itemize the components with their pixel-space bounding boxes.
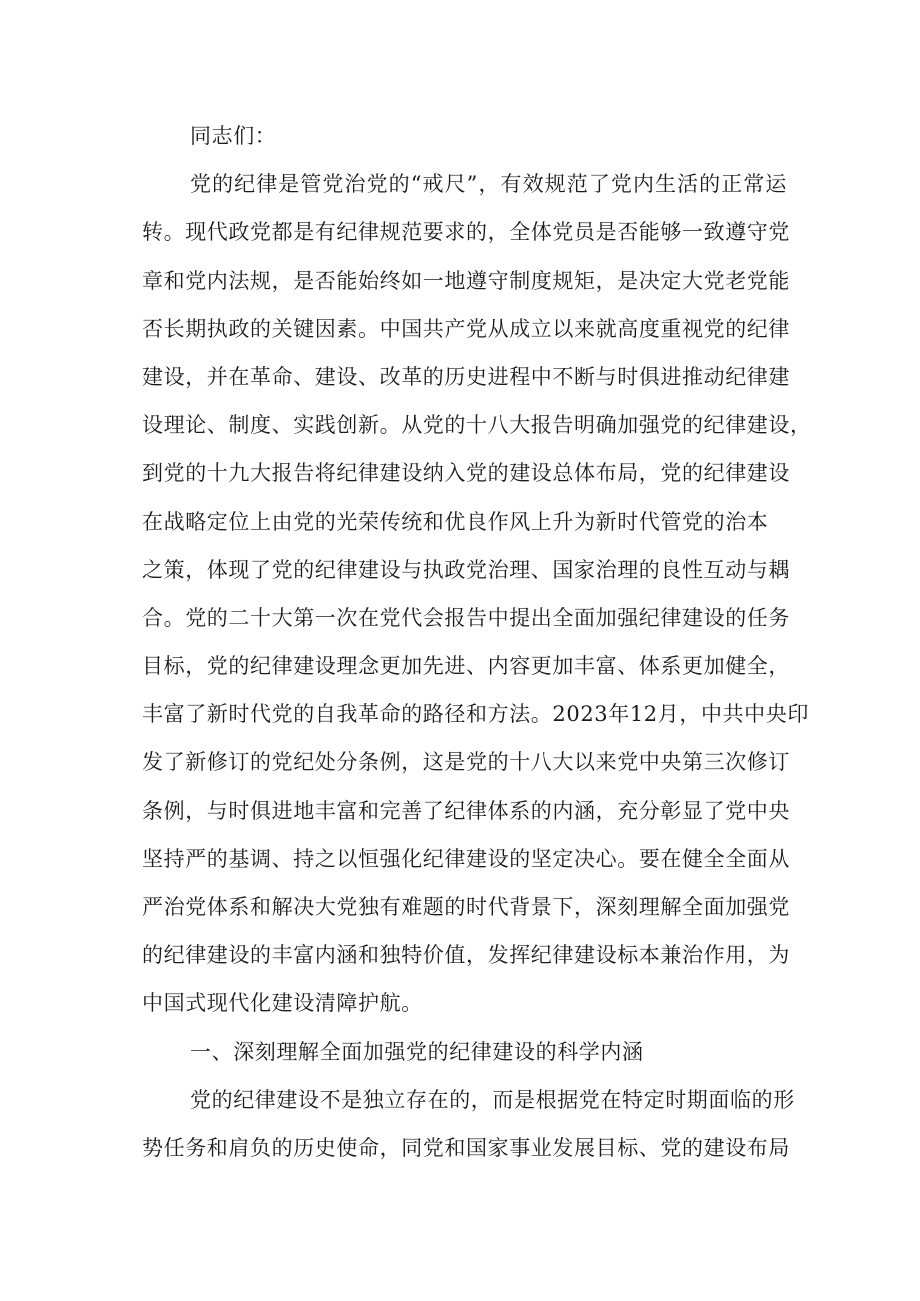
document-body <box>142 112 812 1172</box>
paragraph-line: 党的纪律是管党治党的“戒尺”，有效规范了党内生活的正常运 <box>190 172 787 197</box>
paragraph-line: 严治党体系和解决大党独有难题的时代背景下，深刻理解全面加强党 <box>142 895 790 919</box>
paragraph-line: 之策，体现了党的纪律建设与执政党治理、国家治理的良性互动与耦 <box>142 557 790 582</box>
paragraph-line: 发了新修订的党纪处分条例，这是党的十八大以来党中央第三次修订 <box>142 750 790 775</box>
paragraph-line: 坚持严的基调、持之以恒强化纪律建设的坚定决心。要在健全全面从 <box>142 846 790 871</box>
paragraph-line: 否长期执政的关键因素。中国共产党从成立以来就高度重视党的纪律 <box>142 316 790 341</box>
paragraph-line: 中国式现代化建设清障护航。 <box>142 991 423 1016</box>
paragraph-line: 的纪律建设的丰富内涵和独特价值，发挥纪律建设标本兼治作用，为 <box>142 943 790 968</box>
paragraph-line: 党的纪律建设不是独立存在的，而是根据党在特定时期面临的形 <box>190 1087 795 1112</box>
paragraph-line: 建设，并在革命、建设、改革的历史进程中不断与时俱进推动纪律建 <box>142 364 790 389</box>
paragraph-line: 转。现代政党都是有纪律规范要求的，全体党员是否能够一致遵守党 <box>142 220 790 245</box>
paragraph-section-1 <box>142 1076 795 1172</box>
paragraph-line: 设理论、制度、实践创新。从党的十八大报告明确加强党的纪律建设， <box>142 413 812 438</box>
paragraph-line: 在战略定位上由党的光荣传统和优良作风上升为新时代管党的治本 <box>142 509 769 534</box>
paragraph-line: 目标，党的纪律建设理念更加先进、内容更加丰富、体系更加健全， <box>142 654 790 679</box>
salutation: 同志们： <box>190 124 277 148</box>
section-heading: 一、深刻理解全面加强党的纪律建设的科学内涵 <box>190 1039 644 1064</box>
paragraph-intro <box>142 160 812 1027</box>
paragraph-line: 合。党的二十大第一次在党代会报告中提出全面加强纪律建设的任务 <box>142 605 790 630</box>
paragraph-line: 丰富了新时代党的自我革命的路径和方法。2023年12月，中共中央印 <box>142 702 809 727</box>
paragraph-line: 条例，与时俱进地丰富和完善了纪律体系的内涵，充分彰显了党中央 <box>142 798 790 823</box>
paragraph-line: 章和党内法规，是否能始终如一地遵守制度规矩，是决定大党老党能 <box>142 268 790 293</box>
paragraph-line: 势任务和肩负的历史使命，同党和国家事业发展目标、党的建设布局 <box>142 1135 790 1160</box>
paragraph-line: 到党的十九大报告将纪律建设纳入党的建设总体布局，党的纪律建设 <box>142 461 790 486</box>
